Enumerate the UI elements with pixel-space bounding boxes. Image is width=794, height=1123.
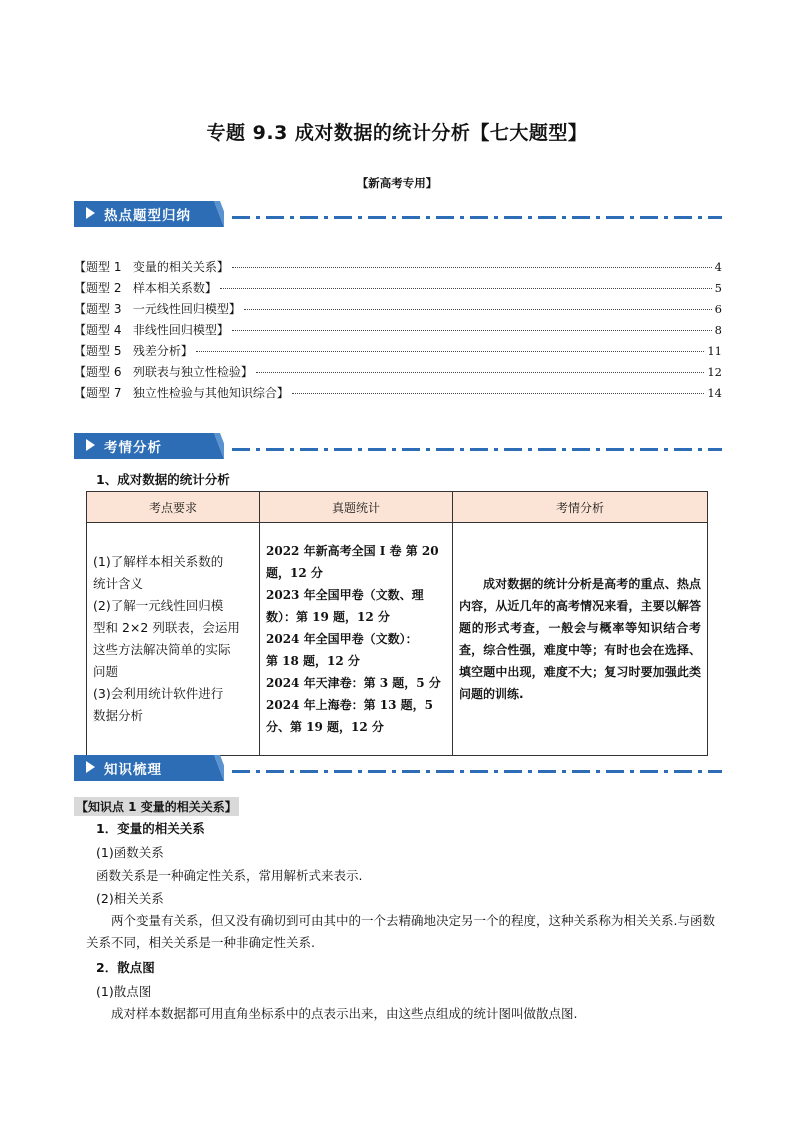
play-arrow-icon <box>86 207 95 219</box>
analysis-text: 成对数据的统计分析是高考的重点、热点内容，从近几年的高考情况来看，主要以解答题的形式考查，一般会与概率等知识结合考查，综合性强，难度中等；有时也会在选择、填空题中出现，难度不大；复习时要加强此类问题的训练. <box>459 577 701 701</box>
paragraph: 两个变量有关系，但又没有确切到可由其中的一个去精确地决定另一个的程度，这种关系称为相关关系.与函数关系不同，相关关系是一种非确定性关系. <box>86 913 715 950</box>
cell-line: 2023 年全国甲卷（文数、理 <box>266 588 424 602</box>
toc-label: 【题型 5 残差分析】 <box>74 344 193 358</box>
cell-line: 2024 年全国甲卷（文数）： <box>266 632 418 646</box>
cell-line: 型和 2×2 列联表，会运用 <box>93 620 240 635</box>
paragraph: 函数关系是一种确定性关系，常用解析式来表示. <box>96 868 363 883</box>
section-label: 知识梳理 <box>104 762 162 778</box>
toc-dots <box>220 288 712 289</box>
toc-item[interactable] <box>74 300 722 321</box>
knowledge-point-heading: 【知识点 1 变量的相关关系】 <box>74 797 239 816</box>
paragraph: 成对样本数据都可用直角坐标系中的点表示出来，由这些点组成的统计图叫做散点图. <box>111 1006 578 1021</box>
cell-line: (1)了解样本相关系数的 <box>93 554 224 569</box>
page-subtitle: 【新高考专用】 <box>356 176 438 190</box>
cell-line: (3)会利用统计软件进行 <box>93 686 224 701</box>
cell-line: 数据分析 <box>93 708 144 723</box>
play-arrow-icon <box>86 761 95 773</box>
table-header: 考点要求 <box>87 492 260 523</box>
toc-item[interactable] <box>74 258 722 279</box>
cell-line: 2024 年上海卷：第 13 题，5 <box>266 698 433 712</box>
toc-dots <box>244 309 712 310</box>
analysis-cell <box>453 523 708 756</box>
subheading: 2．散点图 <box>96 960 155 975</box>
cell-line: 2022 年新高考全国 I 卷 第 20 <box>266 544 439 558</box>
toc-dots <box>232 330 712 331</box>
section-label: 热点题型归纳 <box>104 208 191 224</box>
toc-label: 【题型 2 样本相关系数】 <box>74 281 217 295</box>
toc-dots <box>232 267 712 268</box>
toc-dots <box>256 372 704 373</box>
toc-page: 8 <box>714 323 722 337</box>
dash-divider <box>232 216 722 219</box>
toc-page: 5 <box>714 281 722 295</box>
requirements-cell <box>87 523 260 756</box>
cell-line: 题，12 分 <box>266 566 323 580</box>
toc-page: 4 <box>714 260 722 274</box>
dash-divider <box>232 770 722 773</box>
cell-line: 第 18 题，12 分 <box>266 654 360 668</box>
dash-divider <box>232 448 722 451</box>
toc-page: 11 <box>707 344 722 358</box>
section-header-hot <box>74 201 724 231</box>
toc-label: 【题型 6 列联表与独立性检验】 <box>74 365 253 379</box>
cell-line: (2)了解一元线性回归模 <box>93 598 224 613</box>
toc-item[interactable] <box>74 342 722 363</box>
play-arrow-icon <box>86 439 95 451</box>
subheading: (1)函数关系 <box>96 845 164 860</box>
toc-dots <box>292 393 704 394</box>
subheading: (2)相关关系 <box>96 891 164 906</box>
cell-line: 分、第 19 题，12 分 <box>266 720 384 734</box>
toc-page: 12 <box>707 365 722 379</box>
toc-item[interactable] <box>74 384 722 405</box>
toc-label: 【题型 1 变量的相关关系】 <box>74 260 229 274</box>
exam-analysis-table <box>86 491 708 756</box>
subheading: (1)散点图 <box>96 984 152 999</box>
section-header-exam <box>74 433 724 463</box>
toc-item[interactable] <box>74 363 722 384</box>
subheading: 1．变量的相关关系 <box>96 821 205 836</box>
table-header: 真题统计 <box>260 492 453 523</box>
stats-cell <box>260 523 453 756</box>
toc-item[interactable] <box>74 279 722 300</box>
cell-line: 数）：第 19 题，12 分 <box>266 610 390 624</box>
toc-label: 【题型 7 独立性检验与其他知识综合】 <box>74 386 289 400</box>
table-header: 考情分析 <box>453 492 708 523</box>
cell-line: 这些方法解决简单的实际 <box>93 642 231 657</box>
toc-dots <box>196 351 704 352</box>
toc-label: 【题型 3 一元线性回归模型】 <box>74 302 241 316</box>
cell-line: 问题 <box>93 664 119 679</box>
page-title: 专题 9.3 成对数据的统计分析【七大题型】 <box>206 122 588 144</box>
toc-page: 14 <box>707 386 722 400</box>
toc-label: 【题型 4 非线性回归模型】 <box>74 323 229 337</box>
cell-line: 统计含义 <box>93 576 144 591</box>
exam-heading: 1、成对数据的统计分析 <box>96 472 230 487</box>
section-label: 考情分析 <box>104 440 162 456</box>
cell-line: 2024 年天津卷：第 3 题，5 分 <box>266 676 441 690</box>
section-header-knowledge <box>74 755 724 785</box>
toc-item[interactable] <box>74 321 722 342</box>
toc-page: 6 <box>714 302 722 316</box>
